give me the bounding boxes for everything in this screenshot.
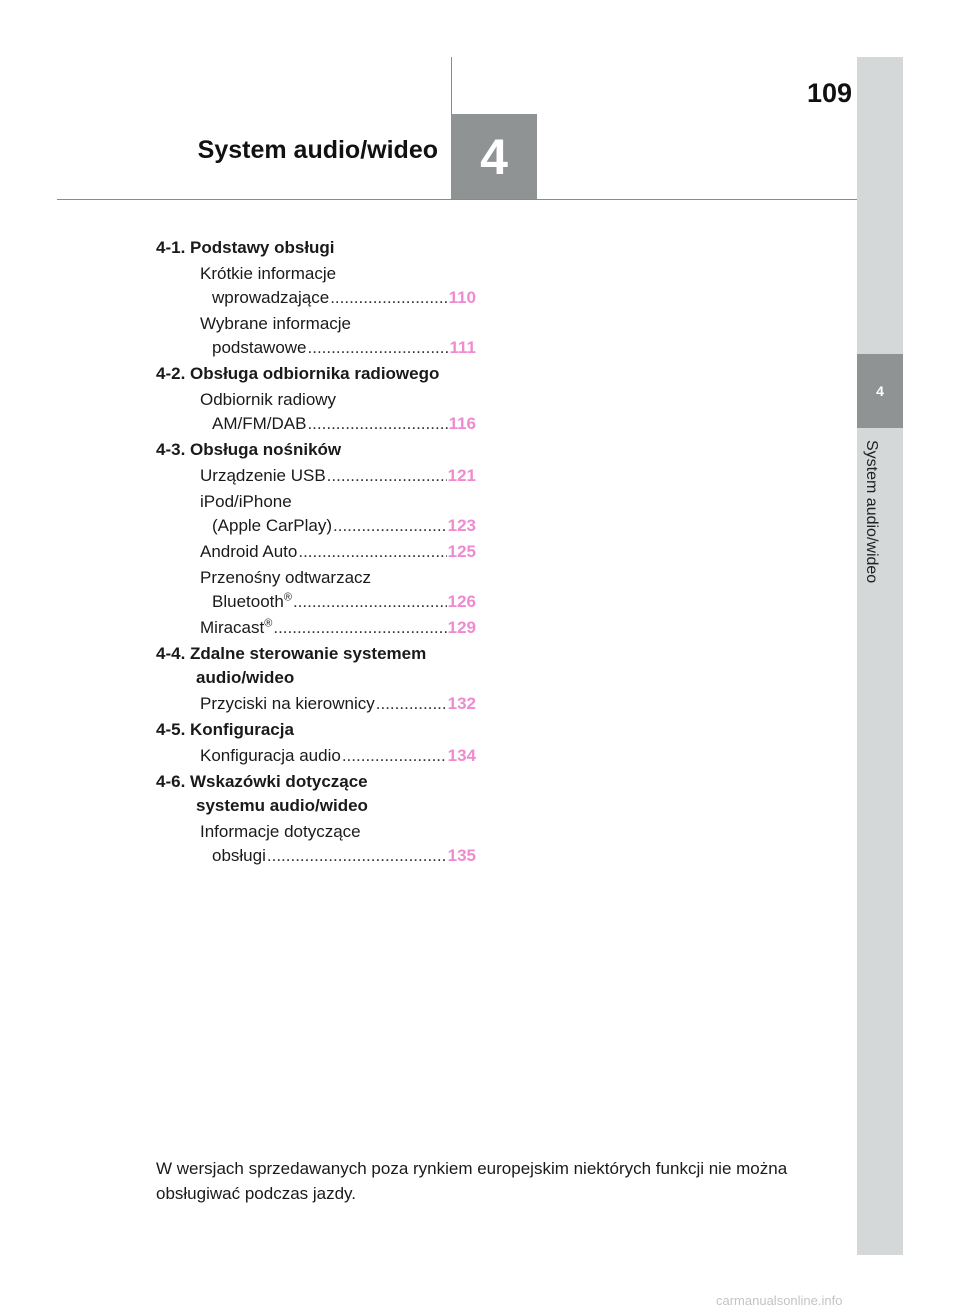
- registered-mark: ®: [264, 617, 273, 630]
- toc-section-4-4: [156, 642, 486, 690]
- toc-page-ref[interactable]: 126: [447, 592, 476, 611]
- toc-entry-title-cont: wprowadzające: [212, 288, 330, 307]
- toc-entry-title: Przenośny odtwarzacz: [200, 568, 372, 587]
- toc-page-ref[interactable]: 123: [447, 516, 476, 535]
- toc-page-ref[interactable]: 134: [447, 746, 476, 765]
- leader-dots: [308, 336, 449, 360]
- toc-entry-title-cont: obsługi: [212, 846, 266, 865]
- toc-entry-title: Konfiguracja audio: [200, 746, 341, 765]
- toc-entry[interactable]: [200, 744, 476, 768]
- leader-dots: [273, 616, 446, 640]
- sidebar-chapter-label: System audio/wideo: [863, 440, 880, 584]
- registered-mark: ®: [283, 591, 292, 604]
- toc-entry-title-cont: (Apple CarPlay): [212, 516, 332, 535]
- toc-entry-title-cont: Bluetooth: [212, 592, 284, 611]
- toc-section-4-3: 4-3. Obsługa nośników: [156, 440, 342, 459]
- toc-entry[interactable]: [200, 262, 476, 310]
- toc-entry[interactable]: [200, 616, 476, 640]
- page-number: 109: [806, 78, 852, 108]
- toc-entry[interactable]: [200, 312, 476, 360]
- toc-section-4-1: 4-1. Podstawy obsługi: [156, 238, 335, 257]
- toc-page-ref[interactable]: 110: [448, 288, 476, 307]
- toc-entry-title: Urządzenie USB: [200, 466, 326, 485]
- toc-section-4-2: 4-2. Obsługa odbiornika radiowego: [156, 364, 440, 383]
- footnote: W wersjach sprzedawanych poza rynkiem europejskim niektórych funkcji nie można obsługiwać podczas jazdy.: [156, 1159, 788, 1203]
- toc-entry[interactable]: [200, 540, 476, 564]
- sidebar-strip: [857, 57, 903, 1255]
- toc-page-ref[interactable]: 111: [449, 338, 476, 357]
- toc-entry-title: Odbiornik radiowy: [200, 390, 337, 409]
- toc-page-ref[interactable]: 121: [447, 466, 476, 485]
- toc-page-ref[interactable]: 135: [447, 846, 476, 865]
- leader-dots: [267, 844, 447, 868]
- toc-entry[interactable]: [200, 490, 476, 538]
- watermark: carmanualsonline.info: [716, 1293, 843, 1308]
- leader-dots: [293, 590, 447, 614]
- toc-entry-title: Przyciski na kierownicy: [200, 694, 375, 713]
- sidebar-chapter-tab[interactable]: 4: [857, 354, 903, 428]
- toc-section-4-5: 4-5. Konfiguracja: [156, 720, 294, 739]
- toc-page-ref[interactable]: 129: [447, 618, 476, 637]
- leader-dots: [333, 514, 447, 538]
- toc-entry[interactable]: [200, 566, 476, 614]
- toc-entry-title-cont: podstawowe: [212, 338, 307, 357]
- toc-entry-title: Wybrane informacje: [200, 314, 352, 333]
- table-of-contents: [156, 236, 486, 870]
- toc-section-title: 4-6. Wskazówki dotyczące: [156, 772, 368, 791]
- toc-section-title-cont: systemu audio/wideo: [196, 796, 368, 815]
- toc-entry[interactable]: [200, 464, 476, 488]
- toc-section-title: 4-4. Zdalne sterowanie systemem: [156, 644, 427, 663]
- toc-page-ref[interactable]: 132: [447, 694, 476, 713]
- leader-dots: [298, 540, 446, 564]
- chapter-title: System audio/wideo: [197, 136, 438, 164]
- toc-page-ref[interactable]: 116: [448, 414, 476, 433]
- toc-entry-title: Miracast: [200, 618, 265, 637]
- toc-section-title-cont: audio/wideo: [196, 668, 295, 687]
- toc-entry[interactable]: [200, 692, 476, 716]
- leader-dots: [330, 286, 447, 310]
- toc-entry-title: Android Auto: [200, 542, 298, 561]
- toc-section-4-6: [156, 770, 486, 818]
- toc-entry[interactable]: [200, 820, 476, 868]
- header-horizontal-rule: [57, 199, 857, 200]
- toc-entry-title-cont: AM/FM/DAB: [212, 414, 307, 433]
- toc-entry-title: Informacje dotyczące: [200, 822, 361, 841]
- toc-entry[interactable]: [200, 388, 476, 436]
- header-vertical-rule: [451, 57, 452, 115]
- leader-dots: [327, 464, 447, 488]
- leader-dots: [376, 692, 447, 716]
- chapter-number-box: 4: [451, 114, 537, 200]
- toc-entry-title: Krótkie informacje: [200, 264, 337, 283]
- toc-entry-title: iPod/iPhone: [200, 492, 292, 511]
- leader-dots: [342, 744, 447, 768]
- toc-page-ref[interactable]: 125: [447, 542, 476, 561]
- leader-dots: [307, 412, 447, 436]
